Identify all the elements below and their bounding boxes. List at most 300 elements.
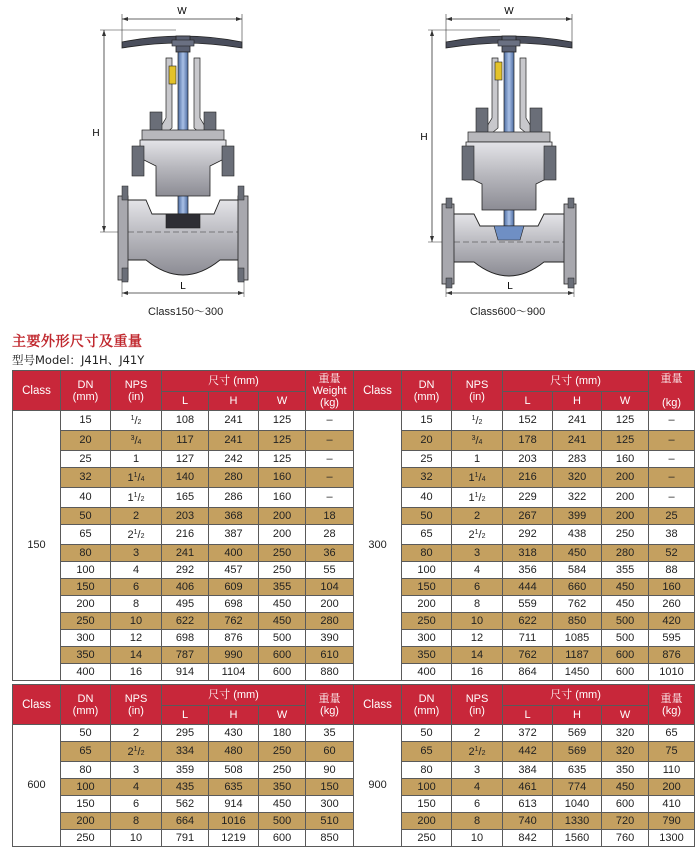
weight-cell: 280: [306, 613, 354, 630]
dn-cell: 400: [402, 664, 452, 681]
w-cell: 600: [259, 664, 306, 681]
l-cell: 711: [503, 630, 553, 647]
nps-cell: $1^1/4$: [111, 468, 162, 488]
l-cell: 622: [503, 613, 553, 630]
dim-h-label: H: [420, 132, 428, 143]
nps-cell: 3: [452, 762, 503, 779]
h-cell: 1085: [553, 630, 602, 647]
header-dn: DN (mm): [402, 371, 452, 411]
nps-cell: 8: [452, 813, 503, 830]
w-cell: 200: [259, 508, 306, 525]
h-cell: 876: [209, 630, 259, 647]
header-w: W: [602, 392, 649, 411]
dn-cell: 200: [402, 813, 452, 830]
nps-cell: $1^1/2$: [111, 488, 162, 508]
h-cell: 450: [553, 545, 602, 562]
w-cell: 160: [259, 488, 306, 508]
dn-cell: 32: [402, 468, 452, 488]
l-cell: 384: [503, 762, 553, 779]
l-cell: 229: [503, 488, 553, 508]
nps-cell: 6: [452, 579, 503, 596]
nps-cell: 2: [452, 725, 503, 742]
header-dn: DN (mm): [61, 685, 111, 725]
h-cell: 635: [209, 779, 259, 796]
nps-cell: 2: [111, 725, 162, 742]
dim-h-label: H: [92, 128, 100, 139]
l-cell: 495: [162, 596, 209, 613]
nps-cell: 10: [452, 613, 503, 630]
l-cell: 559: [503, 596, 553, 613]
weight-cell: 55: [306, 562, 354, 579]
l-cell: 762: [503, 647, 553, 664]
l-cell: 787: [162, 647, 209, 664]
header-class: Class: [354, 685, 402, 725]
w-cell: 450: [259, 596, 306, 613]
nps-cell: 16: [111, 664, 162, 681]
dn-cell: 300: [61, 630, 111, 647]
dn-cell: 150: [402, 579, 452, 596]
l-cell: 664: [162, 813, 209, 830]
weight-cell: –: [306, 488, 354, 508]
table-row: [13, 411, 695, 431]
weight-cell: 90: [306, 762, 354, 779]
w-cell: 280: [602, 545, 649, 562]
h-cell: 660: [553, 579, 602, 596]
dn-cell: 40: [61, 488, 111, 508]
header-class: Class: [13, 685, 61, 725]
header-class: Class: [354, 371, 402, 411]
weight-cell: 60: [306, 742, 354, 762]
dn-cell: 100: [402, 562, 452, 579]
nps-cell: $2^1/2$: [111, 525, 162, 545]
h-cell: 241: [553, 411, 602, 431]
l-cell: 356: [503, 562, 553, 579]
h-cell: 400: [209, 545, 259, 562]
nps-cell: 6: [452, 796, 503, 813]
h-cell: 762: [209, 613, 259, 630]
weight-cell: 850: [306, 830, 354, 847]
dn-cell: 80: [402, 762, 452, 779]
dn-cell: 400: [61, 664, 111, 681]
w-cell: 250: [259, 762, 306, 779]
class-cell: 900: [354, 725, 402, 847]
w-cell: 320: [602, 742, 649, 762]
nps-cell: 8: [111, 596, 162, 613]
header-dn: DN (mm): [61, 371, 111, 411]
h-cell: 241: [209, 431, 259, 451]
nps-cell: 4: [111, 779, 162, 796]
weight-cell: 790: [649, 813, 695, 830]
h-cell: 480: [209, 742, 259, 762]
dn-cell: 40: [402, 488, 452, 508]
dn-cell: 50: [402, 725, 452, 742]
h-cell: 1187: [553, 647, 602, 664]
weight-cell: 75: [649, 742, 695, 762]
weight-cell: 880: [306, 664, 354, 681]
nps-cell: 2: [111, 508, 162, 525]
header-h: H: [209, 392, 259, 411]
l-cell: 406: [162, 579, 209, 596]
dn-cell: 100: [402, 779, 452, 796]
nps-cell: 3: [111, 545, 162, 562]
dim-w-label: W: [504, 6, 514, 17]
h-cell: 762: [553, 596, 602, 613]
weight-cell: 110: [649, 762, 695, 779]
header-l: L: [162, 392, 209, 411]
h-cell: 1330: [553, 813, 602, 830]
l-cell: 152: [503, 411, 553, 431]
nps-cell: 8: [111, 813, 162, 830]
l-cell: 292: [503, 525, 553, 545]
dn-cell: 25: [402, 451, 452, 468]
drawing-caption-left: Class150～300: [148, 306, 224, 318]
l-cell: 127: [162, 451, 209, 468]
dn-cell: 250: [61, 613, 111, 630]
weight-cell: –: [649, 468, 695, 488]
nps-cell: 14: [111, 647, 162, 664]
h-cell: 990: [209, 647, 259, 664]
weight-cell: –: [306, 468, 354, 488]
dn-cell: 50: [61, 725, 111, 742]
w-cell: 600: [259, 647, 306, 664]
nps-cell: 3: [111, 762, 162, 779]
weight-cell: –: [649, 431, 695, 451]
weight-cell: 88: [649, 562, 695, 579]
l-cell: 914: [162, 664, 209, 681]
header-weight: 重量 Weight (kg): [306, 371, 354, 411]
w-cell: 720: [602, 813, 649, 830]
nps-cell: $^3$/4: [111, 431, 162, 451]
h-cell: 1040: [553, 796, 602, 813]
l-cell: 318: [503, 545, 553, 562]
l-cell: 216: [162, 525, 209, 545]
weight-cell: 300: [306, 796, 354, 813]
nps-cell: 6: [111, 796, 162, 813]
w-cell: 125: [259, 431, 306, 451]
header-w: W: [259, 706, 306, 725]
weight-cell: 52: [649, 545, 695, 562]
w-cell: 200: [602, 468, 649, 488]
nps-cell: 1: [111, 451, 162, 468]
class-cell: 300: [354, 411, 402, 681]
model-line: 型号Model：J41H、J41Y: [12, 353, 145, 367]
w-cell: 250: [602, 525, 649, 545]
header-nps: NPS (in): [452, 371, 503, 411]
dn-cell: 50: [61, 508, 111, 525]
w-cell: 500: [602, 630, 649, 647]
header-h: H: [209, 706, 259, 725]
dn-cell: 80: [402, 545, 452, 562]
h-cell: 241: [553, 431, 602, 451]
l-cell: 165: [162, 488, 209, 508]
w-cell: 350: [259, 779, 306, 796]
header-l: L: [162, 706, 209, 725]
dn-cell: 65: [61, 525, 111, 545]
weight-cell: 1010: [649, 664, 695, 681]
header-dims: 尺寸 (mm): [503, 371, 649, 392]
dn-cell: 50: [402, 508, 452, 525]
nps-cell: $1^1/2$: [452, 488, 503, 508]
l-cell: 203: [503, 451, 553, 468]
w-cell: 600: [259, 830, 306, 847]
l-cell: 613: [503, 796, 553, 813]
nps-cell: 4: [111, 562, 162, 579]
dn-cell: 100: [61, 562, 111, 579]
header-l: L: [503, 392, 553, 411]
h-cell: 387: [209, 525, 259, 545]
w-cell: 450: [602, 779, 649, 796]
dn-cell: 32: [61, 468, 111, 488]
w-cell: 500: [259, 813, 306, 830]
l-cell: 442: [503, 742, 553, 762]
dn-cell: 25: [61, 451, 111, 468]
h-cell: 774: [553, 779, 602, 796]
l-cell: 334: [162, 742, 209, 762]
nps-cell: 16: [452, 664, 503, 681]
weight-cell: 876: [649, 647, 695, 664]
l-cell: 435: [162, 779, 209, 796]
drawing-caption-right: Class600～900: [470, 306, 546, 318]
weight-cell: 200: [649, 779, 695, 796]
class-cell: 600: [13, 725, 61, 847]
header-nps: NPS (in): [452, 685, 503, 725]
header-nps: NPS (in): [111, 685, 162, 725]
w-cell: 125: [259, 451, 306, 468]
w-cell: 350: [602, 762, 649, 779]
weight-cell: –: [306, 431, 354, 451]
weight-cell: 104: [306, 579, 354, 596]
dim-l-label: L: [180, 281, 186, 292]
dn-cell: 150: [61, 796, 111, 813]
dn-cell: 150: [61, 579, 111, 596]
l-cell: 562: [162, 796, 209, 813]
h-cell: 241: [209, 411, 259, 431]
nps-cell: 10: [111, 830, 162, 847]
l-cell: 203: [162, 508, 209, 525]
weight-cell: –: [306, 451, 354, 468]
spec-table-class600-900: [12, 684, 695, 847]
dn-cell: 350: [402, 647, 452, 664]
weight-cell: 65: [649, 725, 695, 742]
h-cell: 1016: [209, 813, 259, 830]
l-cell: 842: [503, 830, 553, 847]
nps-cell: 10: [452, 830, 503, 847]
weight-cell: 160: [649, 579, 695, 596]
dim-l-label: L: [507, 281, 513, 292]
w-cell: 450: [602, 579, 649, 596]
l-cell: 140: [162, 468, 209, 488]
class-cell: 150: [13, 411, 61, 681]
dn-cell: 300: [402, 630, 452, 647]
w-cell: 355: [602, 562, 649, 579]
nps-cell: 1: [452, 451, 503, 468]
dn-cell: 65: [61, 742, 111, 762]
w-cell: 125: [259, 411, 306, 431]
h-cell: 914: [209, 796, 259, 813]
l-cell: 372: [503, 725, 553, 742]
l-cell: 292: [162, 562, 209, 579]
l-cell: 444: [503, 579, 553, 596]
w-cell: 125: [602, 431, 649, 451]
header-weight: 重量 (kg): [649, 371, 695, 411]
weight-cell: 410: [649, 796, 695, 813]
dn-cell: 100: [61, 779, 111, 796]
w-cell: 600: [602, 664, 649, 681]
h-cell: 1450: [553, 664, 602, 681]
weight-cell: 420: [649, 613, 695, 630]
weight-cell: 28: [306, 525, 354, 545]
h-cell: 430: [209, 725, 259, 742]
weight-cell: 610: [306, 647, 354, 664]
h-cell: 399: [553, 508, 602, 525]
l-cell: 295: [162, 725, 209, 742]
h-cell: 569: [553, 742, 602, 762]
dn-cell: 20: [61, 431, 111, 451]
nps-cell: 14: [452, 647, 503, 664]
w-cell: 250: [259, 742, 306, 762]
h-cell: 1560: [553, 830, 602, 847]
dn-cell: 350: [61, 647, 111, 664]
header-w: W: [259, 392, 306, 411]
l-cell: 791: [162, 830, 209, 847]
h-cell: 635: [553, 762, 602, 779]
dn-cell: 15: [402, 411, 452, 431]
l-cell: 241: [162, 545, 209, 562]
dn-cell: 80: [61, 545, 111, 562]
dn-cell: 250: [402, 830, 452, 847]
w-cell: 200: [602, 508, 649, 525]
dn-cell: 200: [61, 596, 111, 613]
w-cell: 760: [602, 830, 649, 847]
w-cell: 600: [602, 796, 649, 813]
dn-cell: 65: [402, 742, 452, 762]
weight-cell: 260: [649, 596, 695, 613]
weight-cell: –: [649, 411, 695, 431]
h-cell: 698: [209, 596, 259, 613]
w-cell: 250: [259, 562, 306, 579]
h-cell: 320: [553, 468, 602, 488]
weight-cell: 200: [306, 596, 354, 613]
weight-cell: 25: [649, 508, 695, 525]
header-h: H: [553, 706, 602, 725]
dn-cell: 200: [402, 596, 452, 613]
w-cell: 160: [259, 468, 306, 488]
w-cell: 500: [259, 630, 306, 647]
weight-cell: 390: [306, 630, 354, 647]
dim-w-label: W: [177, 6, 187, 17]
h-cell: 242: [209, 451, 259, 468]
weight-cell: –: [306, 411, 354, 431]
dn-cell: 200: [61, 813, 111, 830]
w-cell: 250: [259, 545, 306, 562]
header-weight: 重量 (kg): [306, 685, 354, 725]
w-cell: 450: [259, 796, 306, 813]
nps-cell: 4: [452, 779, 503, 796]
l-cell: 117: [162, 431, 209, 451]
l-cell: 216: [503, 468, 553, 488]
w-cell: 450: [259, 613, 306, 630]
h-cell: 1219: [209, 830, 259, 847]
header-class: Class: [13, 371, 61, 411]
dn-cell: 150: [402, 796, 452, 813]
header-dims: 尺寸 (mm): [162, 371, 306, 392]
w-cell: 600: [602, 647, 649, 664]
weight-cell: 18: [306, 508, 354, 525]
nps-cell: $^1$/2: [452, 411, 503, 431]
h-cell: 286: [209, 488, 259, 508]
nps-cell: $2^1/2$: [452, 742, 503, 762]
w-cell: 180: [259, 725, 306, 742]
weight-cell: 35: [306, 725, 354, 742]
header-dn: DN (mm): [402, 685, 452, 725]
nps-cell: 8: [452, 596, 503, 613]
section-title: 主要外形尺寸及重量: [12, 334, 143, 350]
h-cell: 368: [209, 508, 259, 525]
spec-table-body: [13, 725, 695, 847]
nps-cell: 10: [111, 613, 162, 630]
dn-cell: 250: [402, 613, 452, 630]
h-cell: 609: [209, 579, 259, 596]
weight-cell: 510: [306, 813, 354, 830]
nps-cell: 12: [452, 630, 503, 647]
l-cell: 864: [503, 664, 553, 681]
valve-drawing-class600-900: [420, 6, 576, 297]
h-cell: 283: [553, 451, 602, 468]
h-cell: 280: [209, 468, 259, 488]
header-dims: 尺寸 (mm): [162, 685, 306, 706]
nps-cell: 3: [452, 545, 503, 562]
l-cell: 178: [503, 431, 553, 451]
header-dims: 尺寸 (mm): [503, 685, 649, 706]
nps-cell: 2: [452, 508, 503, 525]
dn-cell: 250: [61, 830, 111, 847]
h-cell: 850: [553, 613, 602, 630]
valve-drawings: [0, 0, 700, 320]
nps-cell: 6: [111, 579, 162, 596]
l-cell: 698: [162, 630, 209, 647]
header-w: W: [602, 706, 649, 725]
h-cell: 457: [209, 562, 259, 579]
l-cell: 108: [162, 411, 209, 431]
h-cell: 584: [553, 562, 602, 579]
spec-table-body: [13, 411, 695, 681]
weight-cell: 150: [306, 779, 354, 796]
h-cell: 322: [553, 488, 602, 508]
w-cell: 320: [602, 725, 649, 742]
dn-cell: 65: [402, 525, 452, 545]
nps-cell: $2^1/2$: [452, 525, 503, 545]
valve-drawing-class150-300: [92, 6, 248, 297]
w-cell: 200: [602, 488, 649, 508]
w-cell: 125: [602, 411, 649, 431]
weight-cell: 595: [649, 630, 695, 647]
w-cell: 450: [602, 596, 649, 613]
dn-cell: 15: [61, 411, 111, 431]
dn-cell: 20: [402, 431, 452, 451]
l-cell: 622: [162, 613, 209, 630]
header-l: L: [503, 706, 553, 725]
l-cell: 461: [503, 779, 553, 796]
weight-cell: 1300: [649, 830, 695, 847]
nps-cell: $^1$/2: [111, 411, 162, 431]
h-cell: 508: [209, 762, 259, 779]
l-cell: 740: [503, 813, 553, 830]
w-cell: 200: [259, 525, 306, 545]
h-cell: 1104: [209, 664, 259, 681]
dn-cell: 80: [61, 762, 111, 779]
header-nps: NPS (in): [111, 371, 162, 411]
header-h: H: [553, 392, 602, 411]
